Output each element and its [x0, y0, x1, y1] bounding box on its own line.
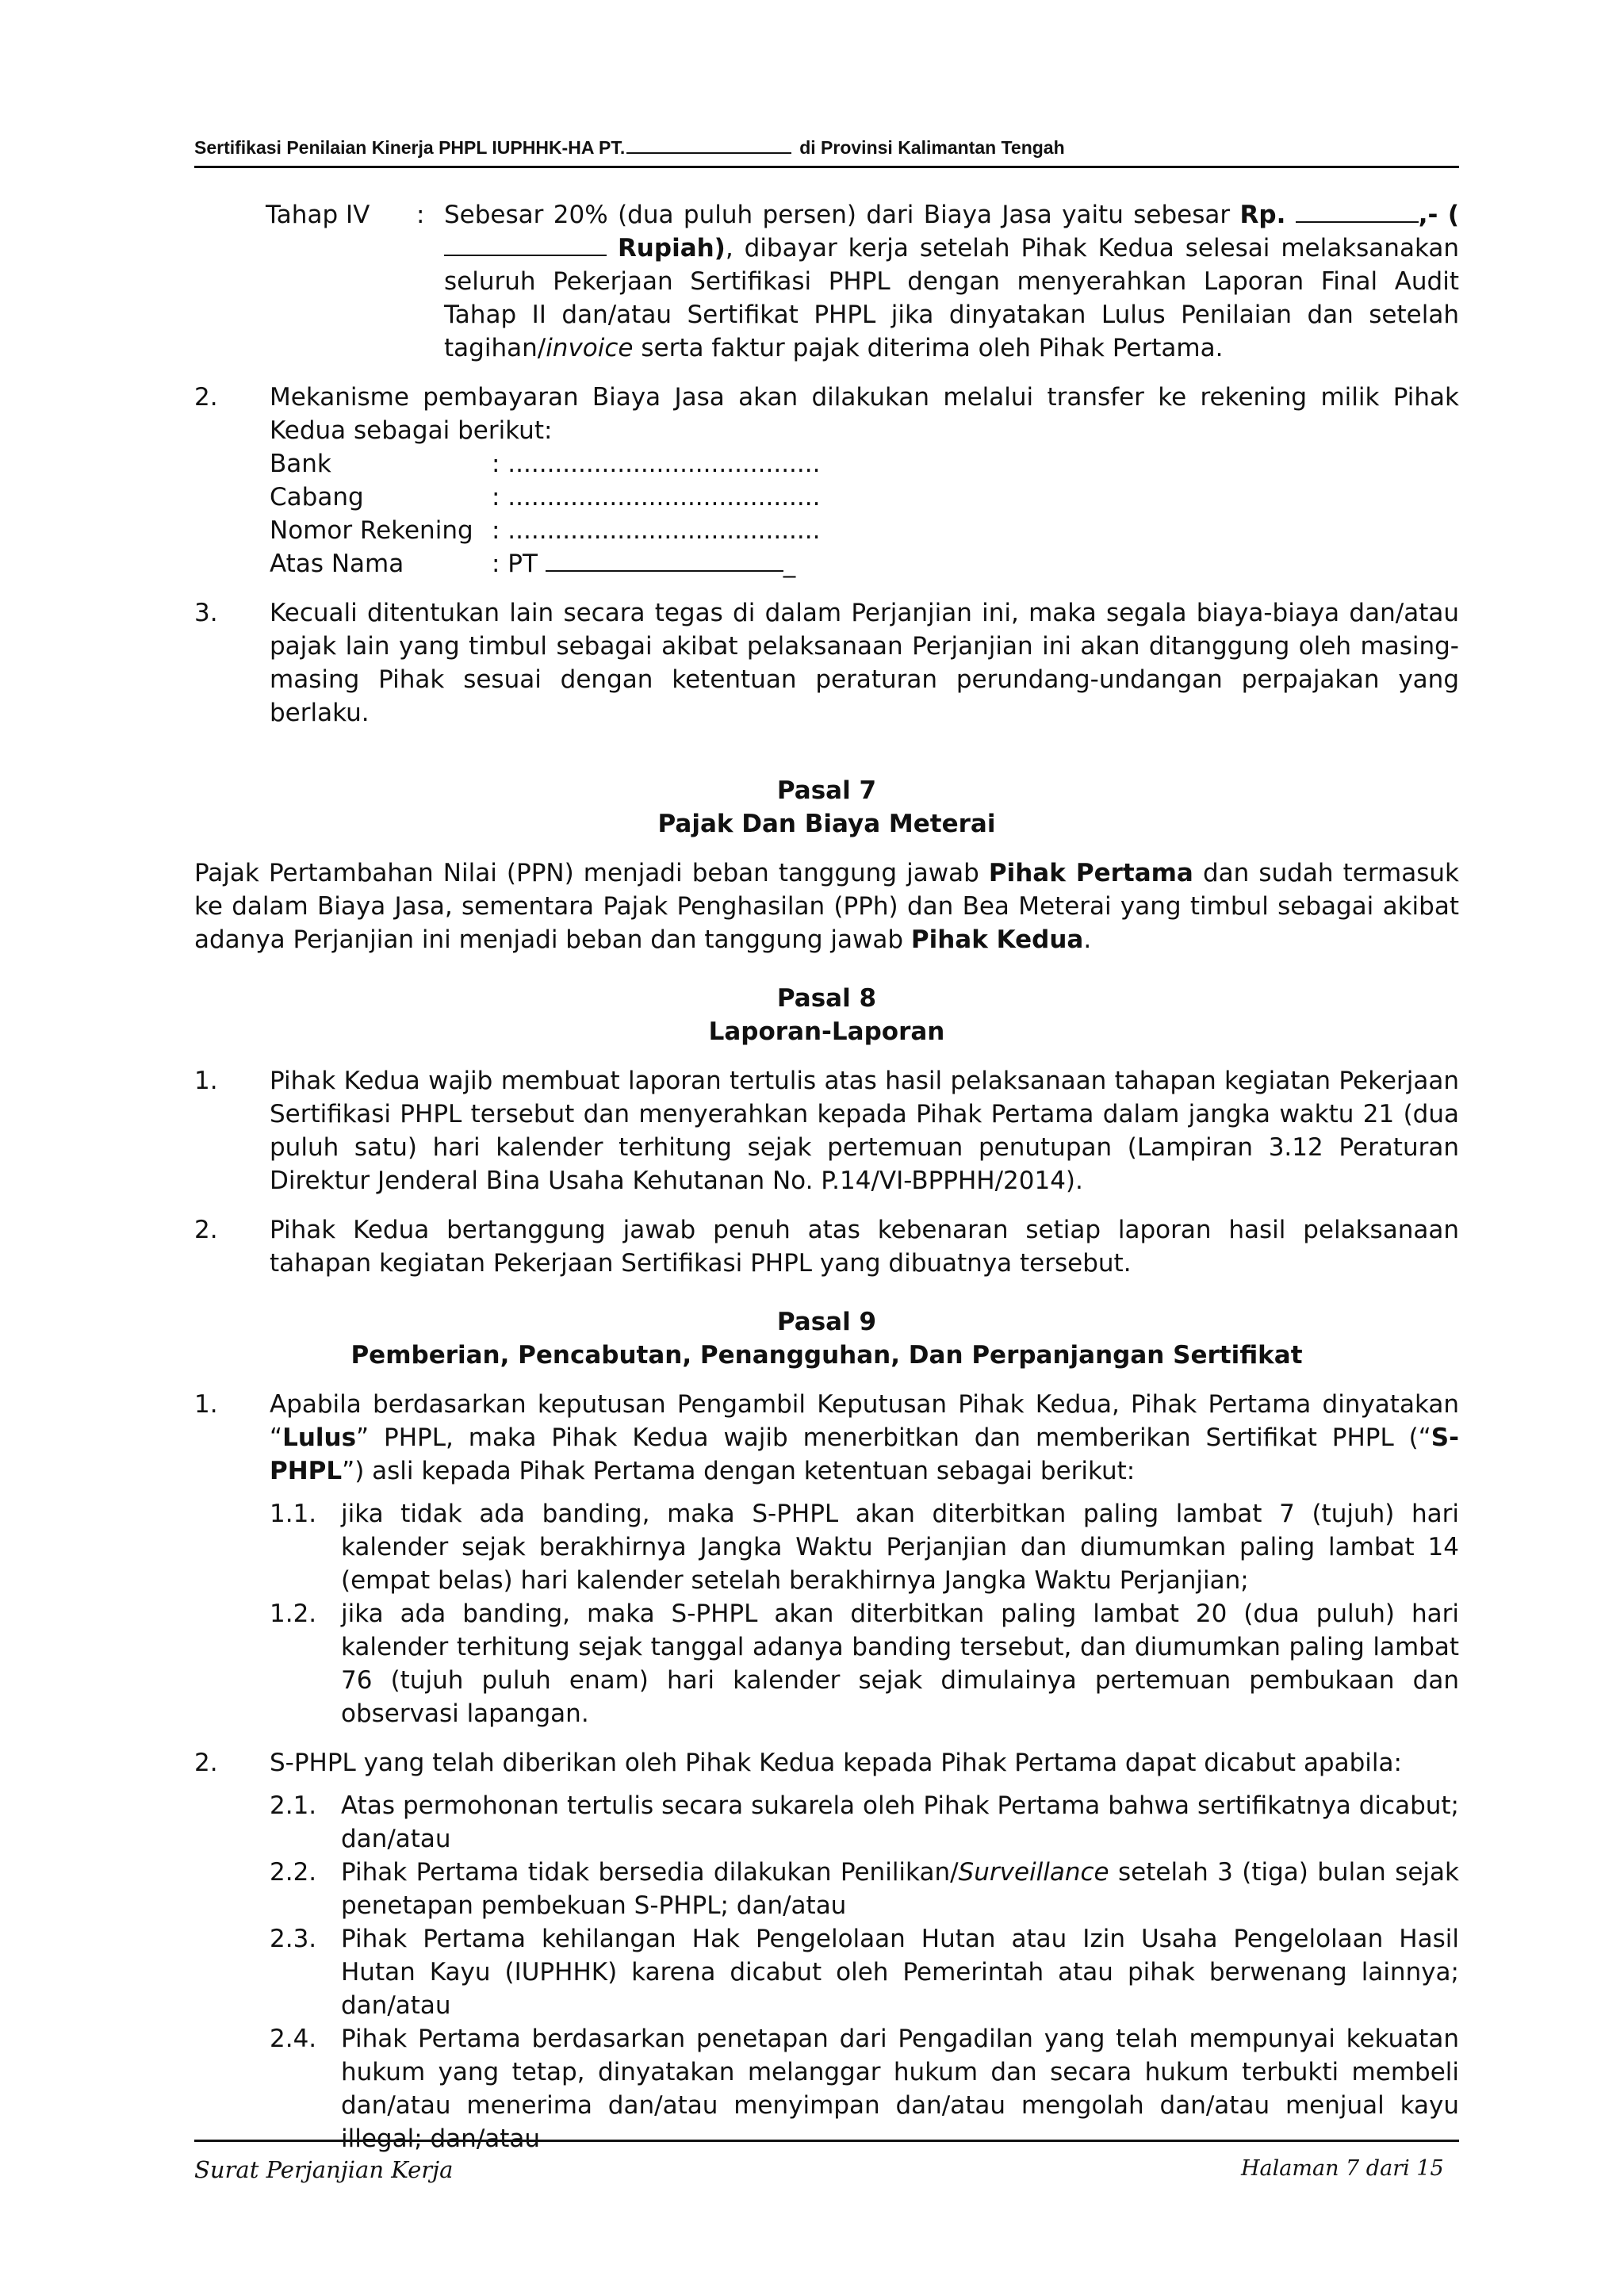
item-3-text: Kecuali ditentukan lain secara tegas di dalam Perjanjian ini, maka segala biaya-biaya dan/atau pajak lain yang timbul sebagai akibat pelaksanaan Perjanjian ini akan ditanggung oleh masing-masing Pihak sesuai dengan ketentuan peraturan perundang-undangan perpajakan yang berlaku. — [270, 599, 1459, 727]
sub-item-2-3 — [270, 1922, 1459, 2022]
sub-item-2-3-number: 2.3. — [270, 1925, 317, 1953]
pasal-7-text-2: dan sudah termasuk ke dalam Biaya Jasa, sementara Pajak Penghasilan (PPh) dan Bea Meterai yang timbul sebagai akibat adanya Perjanjian ini menjadi beban dan tanggung jawab — [194, 859, 1459, 954]
cabang-value: : ........................................ — [492, 483, 821, 511]
sub-item-2-2-text-a: Pihak Pertama tidak bersedia dilakukan Penilikan/ — [341, 1858, 959, 1887]
tahap-words-blank — [444, 234, 607, 256]
bank-row — [270, 447, 1459, 481]
sub-item-2-2-text — [341, 1856, 1459, 1922]
pasal-7-title: Pasal 7 — [776, 776, 877, 805]
sub-item-1-2-number: 1.2. — [270, 1600, 317, 1628]
tahap-content — [444, 198, 1459, 365]
pasal-9-item-2-number: 2. — [194, 1749, 218, 1777]
tahap-label — [266, 198, 416, 365]
header-suffix: di Provinsi Kalimantan Tengah — [799, 137, 1065, 158]
tahap-rp: Rp. — [1239, 201, 1286, 229]
item-3-number: 3. — [194, 599, 218, 627]
sub-item-1-2-text: jika ada banding, maka S-PHPL akan diterbitkan paling lambat 20 (dua puluh) hari kalender terhitung sejak tanggal adanya banding tersebut, dan diumumkan paling lambat 76 (tujuh puluh enam) hari kalender sejak dimulainya pertemuan pembukaan dan observasi lapangan. — [341, 1600, 1459, 1728]
item-2 — [194, 381, 1459, 580]
sub-item-1-2 — [270, 1597, 1459, 1730]
tahap-text-3: serta faktur pajak diterima oleh Pihak Pertama. — [633, 334, 1224, 362]
pasal-7-pihak-pertama: Pihak Pertama — [988, 859, 1193, 887]
tahap-rupiah: Rupiah) — [617, 234, 726, 262]
pasal-9-item-1-text-a: Apabila berdasarkan keputusan Pengambil Keputusan Pihak Kedua, Pihak Pertama dinyatakan “ — [270, 1390, 1459, 1452]
pasal-9-lulus: Lulus — [282, 1423, 357, 1452]
pasal-7-pihak-kedua: Pihak Kedua — [910, 925, 1084, 954]
pasal-9-subtitle: Pemberian, Pencabutan, Penangguhan, Dan Perpanjangan Sertifikat — [350, 1341, 1303, 1370]
header-blank-line — [626, 136, 791, 154]
sub-item-2-4 — [270, 2022, 1459, 2155]
tahap-label-text: Tahap IV — [266, 201, 370, 229]
pasal-8-item-2-text: Pihak Kedua bertanggung jawab penuh atas kebenaran setiap laporan hasil pelaksanaan tahapan kegiatan Pekerjaan Sertifikasi PHPL yang dibuatnya tersebut. — [270, 1216, 1459, 1278]
item-2-number: 2. — [194, 383, 218, 412]
pasal-7-paragraph — [194, 856, 1459, 956]
tahap-text-2: , dibayar kerja setelah Pihak Kedua selesai melaksanakan seluruh Pekerjaan Sertifikasi PHPL dengan menyerahkan Laporan Final Audit Tahap II dan/atau Sertifikat PHPL jika dinyatakan Lulus Penilaian dan setelah tagihan/ — [444, 234, 1460, 362]
pasal-7-text-3: . — [1083, 925, 1092, 954]
bank-label: Bank — [270, 450, 331, 478]
item-2-text: Mekanisme pembayaran Biaya Jasa akan dilakukan melalui transfer ke rekening milik Pihak Kedua sebagai berikut: — [270, 383, 1459, 445]
tahap-text-1: Sebesar 20% (dua puluh persen) dari Biaya Jasa yaitu sebesar — [444, 201, 1231, 229]
sub-item-2-2-surveillance: Surveillance — [958, 1858, 1109, 1887]
pasal-8-item-1 — [194, 1064, 1459, 1197]
atas-nama-label: Atas Nama — [270, 550, 404, 578]
sub-item-2-4-text: Pihak Pertama berdasarkan penetapan dari Pengadilan yang telah mempunyai kekuatan hukum yang tetap, dinyatakan melanggar hukum dan secara hukum terbukti membeli dan/atau menerima dan/atau menyimpan dan/atau mengolah dan/atau menjual kayu illegal; dan/atau — [341, 2025, 1459, 2153]
pasal-8-item-2-number: 2. — [194, 1216, 218, 1244]
pasal-8-item-2 — [194, 1213, 1459, 1280]
pasal-8-item-1-number: 1. — [194, 1067, 218, 1095]
sub-item-2-2-text-b: setelah 3 (tiga) bulan sejak penetapan pembekuan S-PHPL; dan/atau — [341, 1858, 1459, 1920]
tahap-open-paren: ( — [1447, 201, 1460, 229]
tahap-comma: ,- — [1418, 201, 1438, 229]
sub-item-2-1-text: Atas permohonan tertulis secara sukarela oleh Pihak Pertama bahwa sertifikatnya dicabut; dan/atau — [341, 1791, 1459, 1853]
sub-item-1-1 — [270, 1497, 1459, 1597]
pasal-9-item-2-text: S-PHPL yang telah diberikan oleh Pihak Kedua kepada Pihak Pertama dapat dicabut apabila: — [270, 1749, 1402, 1777]
sub-item-2-2 — [270, 1856, 1459, 1922]
sub-item-2-3-text: Pihak Pertama kehilangan Hak Pengelolaan Hutan atau Izin Usaha Pengelolaan Hasil Hutan Kayu (IUPHHK) karena dicabut oleh Pemerintah atau pihak berwenang lainnya; dan/atau — [341, 1925, 1459, 2020]
nomor-rekening-label: Nomor Rekening — [270, 516, 473, 545]
pasal-9-title: Pasal 9 — [776, 1308, 877, 1336]
tahap-amount-blank — [1296, 201, 1419, 223]
pasal-9-item-1 — [194, 1388, 1459, 1488]
pasal-7-subtitle: Pajak Dan Biaya Meterai — [657, 810, 996, 838]
header-prefix: Sertifikasi Penilaian Kinerja PHPL IUPHHK-HA PT. — [194, 137, 626, 158]
atas-nama-value — [492, 547, 795, 580]
atas-nama-end: _ — [783, 550, 796, 578]
pasal-9-item-1-number: 1. — [194, 1390, 218, 1419]
cabang-row — [270, 481, 1459, 514]
sub-item-2-2-number: 2.2. — [270, 1858, 317, 1887]
pasal-9-item-2 — [194, 1746, 1459, 1780]
sub-item-2-1 — [270, 1789, 1459, 1856]
pasal-9-item-1-text-d: ”) asli kepada Pihak Pertama dengan ketentuan sebagai berikut: — [342, 1457, 1136, 1485]
item-2-content — [270, 381, 1459, 580]
pasal-9-item-1-text-c: ” PHPL, maka Pihak Kedua wajib menerbitkan dan memberikan Sertifikat PHPL (“ — [356, 1423, 1431, 1452]
nomor-rekening-value: : ........................................ — [492, 516, 821, 545]
sub-item-2-4-number: 2.4. — [270, 2025, 317, 2053]
atas-nama-prefix: : PT — [492, 550, 538, 578]
footer-document-name: Surat Perjanjian Kerja — [194, 2156, 454, 2183]
pasal-9-sphpl: S-PHPL — [270, 1423, 1459, 1485]
sub-item-1-1-number: 1.1. — [270, 1500, 317, 1528]
tahap-iv — [266, 198, 1459, 365]
nomor-rekening-row — [270, 514, 1459, 547]
sub-item-2-1-number: 2.1. — [270, 1791, 317, 1820]
bank-value: : ........................................ — [492, 450, 821, 478]
atas-nama-row — [270, 547, 1459, 580]
sub-item-1-1-text: jika tidak ada banding, maka S-PHPL akan diterbitkan paling lambat 7 (tujuh) hari kalender sejak berakhirnya Jangka Waktu Perjanjian dan diumumkan paling lambat 14 (empat belas) hari kalender setelah berakhirnya Jangka Waktu Perjanjian; — [341, 1500, 1459, 1595]
item-3 — [194, 596, 1459, 730]
footer-page-number: Halaman 7 dari 15 — [1241, 2156, 1444, 2181]
pasal-8-title: Pasal 8 — [776, 984, 877, 1013]
document-body — [194, 198, 1459, 2155]
atas-nama-blank — [546, 550, 783, 572]
tahap-invoice: invoice — [546, 334, 634, 362]
pasal-8-item-1-text: Pihak Kedua wajib membuat laporan tertulis atas hasil pelaksanaan tahapan kegiatan Pekerjaan Sertifikasi PHPL tersebut dan menyerahkan kepada Pihak Pertama dalam jangka waktu 21 (dua puluh satu) hari kalender terhitung sejak pertemuan penutupan (Lampiran 3.12 Peraturan Direktur Jenderal Bina Usaha Kehutanan No. P.14/VI-BPPHH/2014). — [270, 1067, 1459, 1195]
page-footer — [194, 2140, 1459, 2197]
cabang-label: Cabang — [270, 483, 364, 511]
tahap-colon: : — [416, 201, 425, 229]
pasal-9-item-1-text — [270, 1388, 1459, 1488]
page-header — [194, 136, 1459, 168]
pasal-7-text-1: Pajak Pertambahan Nilai (PPN) menjadi beban tanggung jawab — [194, 859, 979, 887]
pasal-8-subtitle: Laporan-Laporan — [708, 1017, 945, 1046]
